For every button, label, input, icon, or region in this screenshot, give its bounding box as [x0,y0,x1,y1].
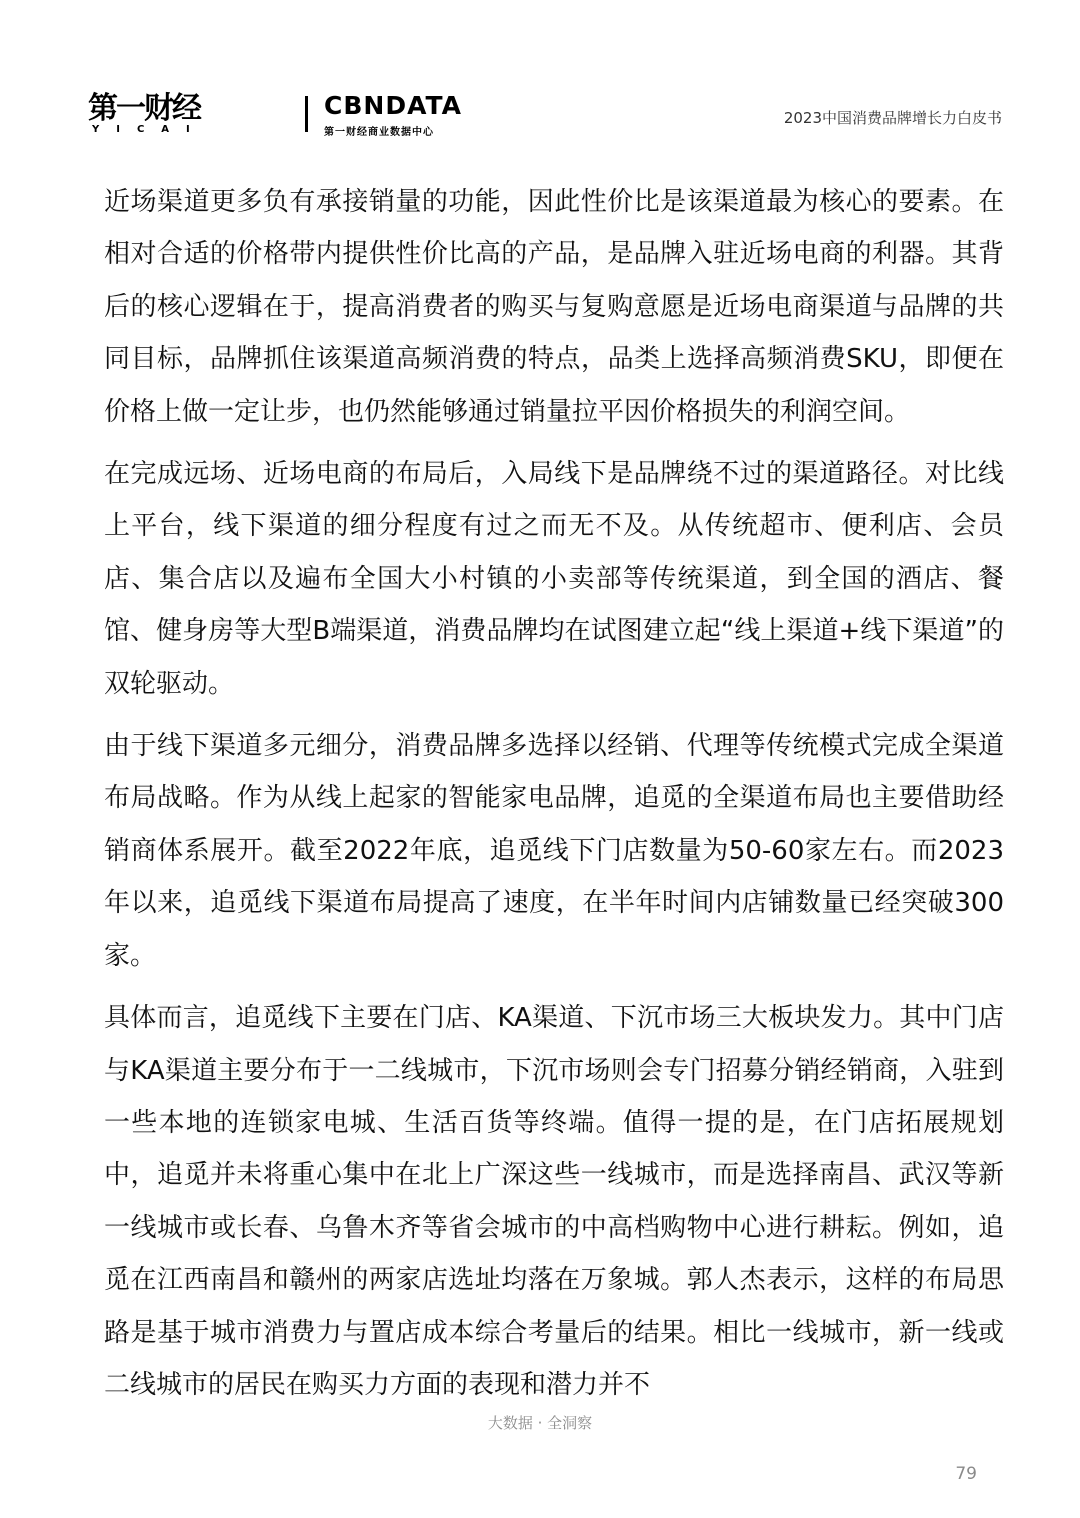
paragraph-3: 由于线下渠道多元细分，消费品牌多选择以经销、代理等传统模式完成全渠道布局战略。作为从线上起家的智能家电品牌，追觅的全渠道布局也主要借助经销商体系展开。截至2022年底，追觅线下门店数量为50-60家左右。而2023年以来，追觅线下渠道布局提高了速度，在半年时间内店铺数量已经突破300家。 [104,731,1004,971]
body-content [104,176,1004,1421]
page-header [88,92,1002,140]
document-title: 2023中国消费品牌增长力白皮书 [783,109,1002,127]
logo-divider [305,96,308,132]
paragraph-1: 近场渠道更多负有承接销量的功能，因此性价比是该渠道最为核心的要素。在相对合适的价格带内提供性价比高的产品，是品牌入驻近场电商的利器。其背后的核心逻辑在于，提高消费者的购买与复购意愿是近场电商渠道与品牌的共同目标，品牌抓住该渠道高频消费的特点，品类上选择高频消费SKU，即便在价格上做一定让步，也仍然能够通过销量拉平因价格损失的利润空间。 [104,187,1004,427]
paragraph-2: 在完成远场、近场电商的布局后，入局线下是品牌绕不过的渠道路径。对比线上平台，线下渠道的细分程度有过之而无不及。从传统超市、便利店、会员店、集合店以及遍布全国大小村镇的小卖部等传统渠道，到全国的酒店、餐馆、健身房等大型B端渠道，消费品牌均在试图建立起“线上渠道+线下渠道”的双轮驱动。 [104,459,1005,699]
footer-slogan: 大数据 · 全洞察 [487,1414,593,1432]
cbndata-logo-text: CBNDATA [324,91,462,120]
cbndata-logo [324,92,462,140]
cbndata-logo-subtext: 第一财经商业数据中心 [324,127,434,138]
yicai-logo-subtext: YICAI [92,124,207,135]
yicai-logo [88,92,213,140]
page-number: 79 [955,1464,977,1484]
yicai-logo-text: 第一财经 [88,91,200,126]
paragraph-4: 具体而言，追觅线下主要在门店、KA渠道、下沉市场三大板块发力。其中门店与KA渠道主要分布于一二线城市，下沉市场则会专门招募分销经销商，入驻到一些本地的连锁家电城、生活百货等终端。值得一提的是，在门店拓展规划中，追觅并未将重心集中在北上广深这些一线城市，而是选择南昌、武汉等新一线城市或长春、乌鲁木齐等省会城市的中高档购物中心进行耕耘。例如，追觅在江西南昌和赣州的两家店选址均落在万象城。郭人杰表示，这样的布局思路是基于城市消费力与置店成本综合考量后的结果。相比一线城市，新一线或二线城市的居民在购买力方面的表现和潜力并不 [104,1003,1004,1400]
